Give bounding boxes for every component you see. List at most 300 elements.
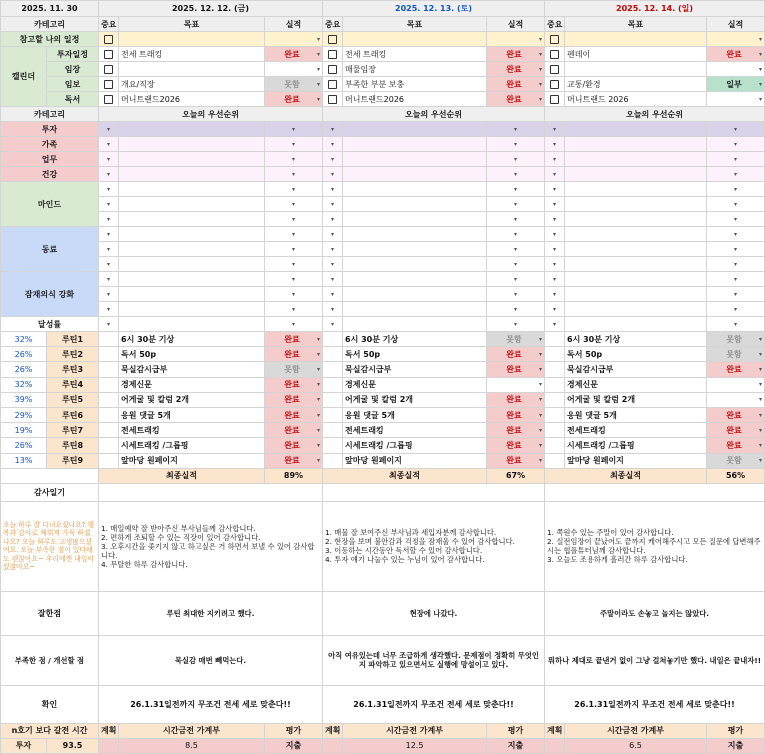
calendar-result[interactable]: 완료 ▾ [487, 92, 545, 107]
priority-cell[interactable] [119, 137, 265, 152]
routine-task[interactable]: 전세트래킹 [343, 423, 487, 438]
dropdown-arrow-icon[interactable]: ▾ [487, 167, 545, 182]
dropdown-arrow-icon[interactable]: ▾ [545, 137, 565, 152]
priority-cell[interactable] [343, 272, 487, 287]
dropdown-arrow-icon[interactable]: ▾ [317, 95, 321, 103]
dropdown-arrow-icon[interactable]: ▾ [99, 242, 119, 257]
priority-cell[interactable] [343, 182, 487, 197]
dropdown-arrow-icon[interactable]: ▾ [707, 287, 765, 302]
journal-text[interactable]: 1. 매물 잘 보여주신 부사님과 세입자분께 감사합니다. 2. 현장을 보며 불안감과 걱정을 잠재울 수 있어 감사합니다. 3. 이동하는 시간동안 독서할 수 있어 감사합니다. 4. 투자 얘기 나눌수 있는 누님이 있어 감사합니다. [323, 501, 545, 591]
routine-task[interactable]: 어게굴 및 칼럼 2개 [343, 392, 487, 407]
important-checkbox[interactable] [323, 32, 343, 47]
priority-cell[interactable] [343, 257, 487, 272]
routine-task[interactable]: 앞마당 원페이지 [119, 453, 265, 468]
improve-text[interactable]: 뭐하나 제대로 끝낸거 없이 그냥 걸쳐놓기만 했다. 내일은 끝내자!! [545, 635, 765, 685]
dropdown-arrow-icon[interactable]: ▾ [317, 426, 321, 434]
dropdown-arrow-icon[interactable]: ▾ [317, 335, 321, 343]
calendar-sub-label: 임보 [47, 77, 99, 92]
routine-result[interactable]: 완료 ▾ [487, 362, 545, 377]
calendar-result[interactable]: 완료 ▾ [487, 62, 545, 77]
calendar-result[interactable] [707, 92, 765, 107]
routine-task[interactable]: 경제신문 [119, 377, 265, 392]
routine-task[interactable]: 앞마당 원페이지 [565, 453, 707, 468]
routine-task[interactable]: 6시 30분 기상 [343, 332, 487, 347]
dropdown-arrow-icon[interactable]: ▾ [545, 197, 565, 212]
calendar-goal[interactable]: 전세 트래킹 [119, 47, 265, 62]
calendar-result[interactable] [487, 32, 545, 47]
confirm-text[interactable]: 26.1.31일전까지 무조건 전세 세로 맞춘다!! [545, 685, 765, 723]
dropdown-arrow-icon[interactable]: ▾ [545, 152, 565, 167]
priority-cell[interactable] [565, 227, 707, 242]
dropdown-arrow-icon[interactable]: ▾ [323, 182, 343, 197]
routine-task[interactable]: 시세트래킹 /그룹핑 [119, 438, 265, 453]
dropdown-arrow-icon[interactable]: ▾ [545, 182, 565, 197]
dropdown-arrow-icon[interactable]: ▾ [487, 227, 545, 242]
priority-cell[interactable] [119, 317, 265, 332]
priority-cell[interactable] [119, 257, 265, 272]
dropdown-arrow-icon[interactable]: ▾ [539, 50, 543, 58]
priority-cell[interactable] [343, 152, 487, 167]
priority-cell[interactable] [119, 242, 265, 257]
checkbox-icon[interactable] [104, 35, 113, 44]
calendar-goal[interactable] [565, 62, 707, 77]
dropdown-arrow-icon[interactable]: ▾ [545, 257, 565, 272]
priority-cell[interactable] [343, 287, 487, 302]
dropdown-arrow-icon[interactable]: ▾ [487, 197, 545, 212]
routine-task[interactable]: 시세트래킹 /그룹핑 [565, 438, 707, 453]
important-checkbox[interactable] [323, 62, 343, 77]
important-checkbox[interactable] [99, 62, 119, 77]
priority-cell[interactable] [565, 257, 707, 272]
routine-result[interactable]: 못함 ▾ [707, 453, 765, 468]
routine-result[interactable]: 완료 ▾ [487, 347, 545, 362]
dropdown-arrow-icon[interactable]: ▾ [265, 227, 323, 242]
dropdown-arrow-icon[interactable]: ▾ [265, 182, 323, 197]
calendar-result[interactable]: 못함 ▾ [265, 77, 323, 92]
dropdown-arrow-icon[interactable]: ▾ [539, 381, 543, 389]
priority-cell[interactable] [565, 152, 707, 167]
dropdown-arrow-icon[interactable]: ▾ [707, 227, 765, 242]
checkbox-icon[interactable] [104, 65, 113, 74]
dropdown-arrow-icon[interactable]: ▾ [323, 317, 343, 332]
journal-text[interactable]: 1. 매일예약 잘 받아주신 부사님들께 감사합니다. 2. 편하게 조퇴할 수 있는 직장이 있어 감사합니다. 3. 오후시간을 좇기지 않고 하고싶은 거 하면서 보낼 수 있어 감사합니다. 4. 무탈한 하루 감사합니다. [99, 501, 323, 591]
dropdown-arrow-icon[interactable]: ▾ [545, 272, 565, 287]
priority-cell[interactable] [119, 212, 265, 227]
dropdown-arrow-icon[interactable]: ▾ [539, 396, 543, 404]
dropdown-arrow-icon[interactable]: ▾ [707, 137, 765, 152]
priority-cell[interactable] [343, 167, 487, 182]
priority-cell[interactable] [565, 272, 707, 287]
checkbox-icon[interactable] [104, 80, 113, 89]
routine-task[interactable]: 어게굴 및 칼럼 2개 [565, 392, 707, 407]
good-text[interactable]: 현장에 나갔다. [323, 591, 545, 635]
priority-cell[interactable] [119, 122, 265, 137]
routine-task[interactable]: 묵실감시급부 [565, 362, 707, 377]
important-checkbox[interactable] [99, 32, 119, 47]
dropdown-arrow-icon[interactable]: ▾ [707, 212, 765, 227]
dropdown-arrow-icon[interactable]: ▾ [317, 80, 321, 88]
dropdown-arrow-icon[interactable]: ▾ [265, 167, 323, 182]
dropdown-arrow-icon[interactable]: ▾ [323, 167, 343, 182]
routine-result[interactable]: 완료 ▾ [707, 423, 765, 438]
routine-result[interactable]: 완료 ▾ [487, 453, 545, 468]
priority-cell[interactable] [119, 167, 265, 182]
dropdown-arrow-icon[interactable]: ▾ [317, 35, 321, 43]
important-checkbox[interactable] [99, 92, 119, 107]
calendar-goal[interactable]: 전세 트래킹 [343, 47, 487, 62]
checkbox-icon[interactable] [104, 50, 113, 59]
dropdown-arrow-icon[interactable]: ▾ [759, 80, 763, 88]
routine-result[interactable]: 못함 ▾ [487, 332, 545, 347]
checkbox-icon[interactable] [550, 35, 559, 44]
sheet-row [1, 107, 765, 122]
dropdown-arrow-icon[interactable]: ▾ [317, 381, 321, 389]
routine-result[interactable]: 완료 ▾ [487, 423, 545, 438]
routine-task[interactable]: 어게굴 및 칼럼 2개 [119, 392, 265, 407]
checkbox-icon[interactable] [328, 80, 337, 89]
important-checkbox[interactable] [545, 77, 565, 92]
calendar-result[interactable]: 완료 ▾ [265, 92, 323, 107]
routine-result[interactable]: 완료 ▾ [265, 423, 323, 438]
dropdown-arrow-icon[interactable]: ▾ [265, 197, 323, 212]
dropdown-arrow-icon[interactable]: ▾ [99, 272, 119, 287]
routine-result[interactable]: 못함 ▾ [265, 362, 323, 377]
priority-cell[interactable] [343, 302, 487, 317]
dropdown-arrow-icon[interactable]: ▾ [99, 182, 119, 197]
calendar-goal[interactable]: 머니트랜드2026 [343, 92, 487, 107]
dropdown-arrow-icon[interactable]: ▾ [487, 122, 545, 137]
calendar-result[interactable]: 일부 ▾ [707, 77, 765, 92]
priority-cell[interactable] [565, 287, 707, 302]
priority-cell[interactable] [565, 212, 707, 227]
routine-result[interactable]: 완료 ▾ [265, 453, 323, 468]
calendar-goal[interactable]: 펜데이 [565, 47, 707, 62]
routine-result[interactable]: 완료 ▾ [265, 392, 323, 407]
checkbox-icon[interactable] [328, 65, 337, 74]
dropdown-arrow-icon[interactable]: ▾ [323, 152, 343, 167]
routine-result[interactable]: 완료 ▾ [265, 332, 323, 347]
dropdown-arrow-icon[interactable]: ▾ [707, 122, 765, 137]
routine-task[interactable]: 독서 50p [343, 347, 487, 362]
priority-cell[interactable] [119, 302, 265, 317]
dropdown-arrow-icon[interactable]: ▾ [707, 272, 765, 287]
routine-result[interactable]: 못함 ▾ [707, 347, 765, 362]
dropdown-arrow-icon[interactable]: ▾ [317, 457, 321, 465]
dropdown-arrow-icon[interactable]: ▾ [317, 441, 321, 449]
dropdown-arrow-icon[interactable]: ▾ [707, 302, 765, 317]
dropdown-arrow-icon[interactable]: ▾ [317, 65, 321, 73]
calendar-goal[interactable]: 머니트랜드2026 [119, 92, 265, 107]
routine-result[interactable]: 완료 ▾ [707, 362, 765, 377]
good-text[interactable]: 루틴 최대한 지키려고 했다. [99, 591, 323, 635]
dropdown-arrow-icon[interactable]: ▾ [265, 122, 323, 137]
routine-task[interactable]: 전세트래킹 [565, 423, 707, 438]
priority-cell[interactable] [119, 227, 265, 242]
dropdown-arrow-icon[interactable]: ▾ [759, 381, 763, 389]
important-checkbox[interactable] [545, 62, 565, 77]
routine-result[interactable]: 완료 ▾ [265, 347, 323, 362]
dropdown-arrow-icon[interactable]: ▾ [545, 227, 565, 242]
improve-text[interactable]: 묵실감 매번 빼먹는다. [99, 635, 323, 685]
routine-result[interactable] [707, 392, 765, 407]
routine-task[interactable]: 묵실감시급부 [119, 362, 265, 377]
priority-cell[interactable] [343, 122, 487, 137]
dropdown-arrow-icon[interactable]: ▾ [545, 287, 565, 302]
dropdown-arrow-icon[interactable]: ▾ [545, 242, 565, 257]
dropdown-arrow-icon[interactable]: ▾ [539, 457, 543, 465]
routine-result[interactable] [487, 377, 545, 392]
dropdown-arrow-icon[interactable]: ▾ [707, 152, 765, 167]
calendar-goal[interactable]: 머니트랜드 2026 [565, 92, 707, 107]
dropdown-arrow-icon[interactable]: ▾ [317, 350, 321, 358]
dropdown-arrow-icon[interactable]: ▾ [707, 257, 765, 272]
checkbox-icon[interactable] [104, 95, 113, 104]
routine-result[interactable]: 완료 ▾ [707, 407, 765, 422]
calendar-result[interactable] [707, 32, 765, 47]
dropdown-arrow-icon[interactable]: ▾ [323, 227, 343, 242]
dropdown-arrow-icon[interactable]: ▾ [265, 302, 323, 317]
priority-cell[interactable] [565, 122, 707, 137]
dropdown-arrow-icon[interactable]: ▾ [265, 152, 323, 167]
routine-task[interactable]: 응원 댓글 5개 [565, 407, 707, 422]
dropdown-arrow-icon[interactable]: ▾ [317, 365, 321, 373]
calendar-label: 캘린더 [1, 47, 47, 107]
dropdown-arrow-icon[interactable]: ▾ [99, 302, 119, 317]
dropdown-arrow-icon[interactable]: ▾ [545, 317, 565, 332]
dropdown-arrow-icon[interactable]: ▾ [317, 411, 321, 419]
dropdown-arrow-icon[interactable]: ▾ [487, 302, 545, 317]
routine-task[interactable]: 독서 50p [565, 347, 707, 362]
priority-cell[interactable] [119, 197, 265, 212]
routine-task[interactable]: 묵실감시급부 [343, 362, 487, 377]
dropdown-arrow-icon[interactable]: ▾ [539, 426, 543, 434]
dropdown-arrow-icon[interactable]: ▾ [99, 152, 119, 167]
priority-cell[interactable] [565, 242, 707, 257]
routine-task[interactable]: 응원 댓글 5개 [343, 407, 487, 422]
dropdown-arrow-icon[interactable]: ▾ [759, 396, 763, 404]
dropdown-arrow-icon[interactable]: ▾ [99, 122, 119, 137]
calendar-result[interactable]: 완료 ▾ [487, 77, 545, 92]
dropdown-arrow-icon[interactable]: ▾ [545, 212, 565, 227]
important-checkbox[interactable] [323, 77, 343, 92]
dropdown-arrow-icon[interactable]: ▾ [323, 257, 343, 272]
dropdown-arrow-icon[interactable]: ▾ [265, 137, 323, 152]
priority-cell[interactable] [343, 242, 487, 257]
dropdown-arrow-icon[interactable]: ▾ [323, 137, 343, 152]
dropdown-arrow-icon[interactable]: ▾ [265, 317, 323, 332]
checkbox-icon[interactable] [550, 50, 559, 59]
dropdown-arrow-icon[interactable]: ▾ [323, 122, 343, 137]
calendar-goal[interactable] [565, 32, 707, 47]
priority-cell[interactable] [343, 227, 487, 242]
calendar-goal[interactable]: 개요/직장 [119, 77, 265, 92]
priority-cell[interactable] [343, 197, 487, 212]
priority-cell[interactable] [119, 272, 265, 287]
routine-result[interactable]: 완료 ▾ [265, 438, 323, 453]
priority-header: 오늘의 우선순위 [545, 107, 765, 122]
dropdown-arrow-icon[interactable]: ▾ [487, 152, 545, 167]
dropdown-arrow-icon[interactable]: ▾ [323, 197, 343, 212]
routine-task[interactable]: 독서 50p [119, 347, 265, 362]
routine-result[interactable]: 완료 ▾ [265, 377, 323, 392]
dropdown-arrow-icon[interactable]: ▾ [487, 257, 545, 272]
routine-result[interactable]: 완료 ▾ [265, 407, 323, 422]
routine-result[interactable]: 완료 ▾ [707, 438, 765, 453]
dropdown-arrow-icon[interactable]: ▾ [487, 182, 545, 197]
dropdown-arrow-icon[interactable]: ▾ [99, 212, 119, 227]
dropdown-arrow-icon[interactable]: ▾ [317, 396, 321, 404]
dropdown-arrow-icon[interactable]: ▾ [487, 287, 545, 302]
good-text[interactable]: 주말이라도 손놓고 놀지는 않았다. [545, 591, 765, 635]
priority-cell[interactable] [119, 152, 265, 167]
dropdown-arrow-icon[interactable]: ▾ [539, 411, 543, 419]
dropdown-arrow-icon[interactable]: ▾ [487, 212, 545, 227]
calendar-result[interactable]: 완료 ▾ [707, 47, 765, 62]
confirm-label: 확인 [1, 685, 99, 723]
dropdown-arrow-icon[interactable]: ▾ [487, 272, 545, 287]
calendar-result[interactable] [265, 62, 323, 77]
priority-cell[interactable] [565, 137, 707, 152]
priority-cell[interactable] [565, 302, 707, 317]
routine-task[interactable]: 앞마당 원페이지 [343, 453, 487, 468]
dropdown-arrow-icon[interactable]: ▾ [265, 272, 323, 287]
priority-cell[interactable] [119, 182, 265, 197]
important-checkbox[interactable] [545, 47, 565, 62]
calendar-goal[interactable]: 매물임장 [343, 62, 487, 77]
dropdown-arrow-icon[interactable]: ▾ [545, 167, 565, 182]
dropdown-arrow-icon[interactable]: ▾ [539, 80, 543, 88]
dropdown-arrow-icon[interactable]: ▾ [759, 50, 763, 58]
dropdown-arrow-icon[interactable]: ▾ [99, 197, 119, 212]
calendar-result[interactable]: 완료 ▾ [265, 47, 323, 62]
calendar-goal[interactable]: 부족한 부분 보충 [343, 77, 487, 92]
dropdown-arrow-icon[interactable]: ▾ [539, 95, 543, 103]
confirm-text[interactable]: 26.1.31일전까지 무조건 전세 세로 맞춘다!! [99, 685, 323, 723]
routine-task[interactable]: 6시 30분 기상 [565, 332, 707, 347]
priority-cell[interactable] [565, 167, 707, 182]
dropdown-arrow-icon[interactable]: ▾ [545, 302, 565, 317]
checkbox-icon[interactable] [328, 50, 337, 59]
checkbox-icon[interactable] [328, 35, 337, 44]
dropdown-arrow-icon[interactable]: ▾ [545, 122, 565, 137]
calendar-goal[interactable] [119, 62, 265, 77]
journal-text[interactable]: 1. 쪽원수 있는 주말이 있어 감사합니다. 2. 실전임장이 끝났어도 끝까지 케어해주시고 모든 질문에 답변해주시는 협플튜터님께 감사합니다. 3. 오늘도 조용하게 흘러간 하루 감사합니다. [545, 501, 765, 591]
routine-task[interactable]: 경제신문 [565, 377, 707, 392]
dropdown-arrow-icon[interactable]: ▾ [759, 35, 763, 43]
calendar-goal[interactable]: 교통/환경 [565, 77, 707, 92]
routine-task[interactable]: 시세트래킹 /그룹핑 [343, 438, 487, 453]
routine-result[interactable]: 완료 ▾ [487, 392, 545, 407]
dropdown-arrow-icon[interactable]: ▾ [707, 182, 765, 197]
dropdown-arrow-icon[interactable]: ▾ [707, 197, 765, 212]
priority-cell[interactable] [565, 182, 707, 197]
routine-result[interactable] [707, 377, 765, 392]
dropdown-arrow-icon[interactable]: ▾ [539, 441, 543, 449]
calendar-result[interactable] [707, 62, 765, 77]
dropdown-arrow-icon[interactable]: ▾ [539, 365, 543, 373]
dropdown-arrow-icon[interactable]: ▾ [759, 365, 763, 373]
important-checkbox[interactable] [99, 47, 119, 62]
dropdown-arrow-icon[interactable]: ▾ [99, 257, 119, 272]
time-value: 6.5 [565, 738, 707, 753]
dropdown-arrow-icon[interactable]: ▾ [759, 335, 763, 343]
dropdown-arrow-icon[interactable]: ▾ [99, 167, 119, 182]
important-checkbox[interactable] [323, 47, 343, 62]
important-checkbox[interactable] [545, 92, 565, 107]
dropdown-arrow-icon[interactable]: ▾ [759, 411, 763, 419]
dropdown-arrow-icon[interactable]: ▾ [759, 95, 763, 103]
calendar-goal[interactable] [343, 32, 487, 47]
routine-task[interactable]: 전세트래킹 [119, 423, 265, 438]
checkbox-icon[interactable] [550, 80, 559, 89]
dropdown-arrow-icon[interactable]: ▾ [99, 287, 119, 302]
calendar-goal[interactable] [119, 32, 265, 47]
routine-task[interactable]: 6시 30분 기상 [119, 332, 265, 347]
dropdown-arrow-icon[interactable]: ▾ [759, 350, 763, 358]
dropdown-arrow-icon[interactable]: ▾ [487, 317, 545, 332]
dropdown-arrow-icon[interactable]: ▾ [759, 65, 763, 73]
priority-cell[interactable] [343, 317, 487, 332]
dropdown-arrow-icon[interactable]: ▾ [487, 137, 545, 152]
dropdown-arrow-icon[interactable]: ▾ [323, 302, 343, 317]
dropdown-arrow-icon[interactable]: ▾ [487, 242, 545, 257]
calendar-result[interactable] [265, 32, 323, 47]
important-checkbox[interactable] [545, 32, 565, 47]
dropdown-arrow-icon[interactable]: ▾ [99, 137, 119, 152]
dropdown-arrow-icon[interactable]: ▾ [539, 35, 543, 43]
important-checkbox[interactable] [323, 92, 343, 107]
dropdown-arrow-icon[interactable]: ▾ [707, 317, 765, 332]
dropdown-arrow-icon[interactable]: ▾ [265, 257, 323, 272]
important-checkbox[interactable] [99, 77, 119, 92]
dropdown-arrow-icon[interactable]: ▾ [323, 272, 343, 287]
checkbox-icon[interactable] [550, 65, 559, 74]
dropdown-arrow-icon[interactable]: ▾ [265, 287, 323, 302]
checkbox-icon[interactable] [328, 95, 337, 104]
dropdown-arrow-icon[interactable]: ▾ [539, 335, 543, 343]
dropdown-arrow-icon[interactable]: ▾ [323, 287, 343, 302]
priority-cell[interactable] [565, 197, 707, 212]
dropdown-arrow-icon[interactable]: ▾ [99, 227, 119, 242]
dropdown-arrow-icon[interactable]: ▾ [759, 426, 763, 434]
dropdown-arrow-icon[interactable]: ▾ [323, 212, 343, 227]
checkbox-icon[interactable] [550, 95, 559, 104]
dropdown-arrow-icon[interactable]: ▾ [707, 242, 765, 257]
priority-cell[interactable] [343, 212, 487, 227]
priority-cell[interactable] [343, 137, 487, 152]
dropdown-arrow-icon[interactable]: ▾ [99, 317, 119, 332]
routine-result[interactable]: 완료 ▾ [487, 407, 545, 422]
routine-task[interactable]: 응원 댓글 5개 [119, 407, 265, 422]
dropdown-arrow-icon[interactable]: ▾ [539, 350, 543, 358]
routine-task[interactable]: 경제신문 [343, 377, 487, 392]
routine-result[interactable]: 못함 ▾ [707, 332, 765, 347]
dropdown-arrow-icon[interactable]: ▾ [317, 50, 321, 58]
priority-cell[interactable] [565, 317, 707, 332]
calendar-result[interactable]: 완료 ▾ [487, 47, 545, 62]
dropdown-arrow-icon[interactable]: ▾ [265, 242, 323, 257]
dropdown-arrow-icon[interactable]: ▾ [759, 441, 763, 449]
improve-text[interactable]: 아직 여유있는데 너무 조급하게 생각했다. 문제점이 정확히 무엇인지 파악하고 있으면서도 실행에 망설이고 있다. [323, 635, 545, 685]
priority-cell[interactable] [119, 287, 265, 302]
dropdown-arrow-icon[interactable]: ▾ [707, 167, 765, 182]
dropdown-arrow-icon[interactable]: ▾ [265, 212, 323, 227]
confirm-text[interactable]: 26.1.31일전까지 무조건 전세 세로 맞춘다!! [323, 685, 545, 723]
dropdown-arrow-icon[interactable]: ▾ [539, 65, 543, 73]
dropdown-arrow-icon[interactable]: ▾ [323, 242, 343, 257]
dropdown-arrow-icon[interactable]: ▾ [759, 457, 763, 465]
routine-result[interactable]: 완료 ▾ [487, 438, 545, 453]
